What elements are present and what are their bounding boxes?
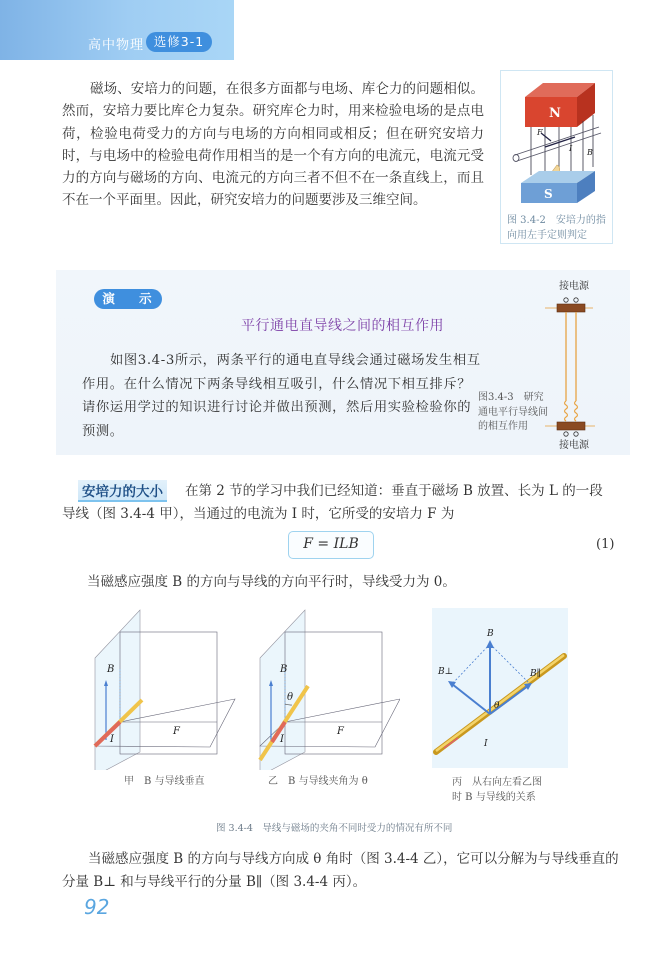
svg-text:接电源: 接电源: [559, 440, 589, 451]
svg-text:B⊥: B⊥: [438, 667, 454, 677]
figure-3-4-2: [500, 70, 613, 244]
svg-text:θ: θ: [287, 692, 294, 703]
svg-text:I: I: [280, 734, 284, 745]
panel-c-caption-line-1: 丙 从右向左看乙图: [452, 777, 542, 788]
svg-text:S: S: [544, 187, 553, 201]
figure-3-4-4-panel-c: [432, 608, 568, 768]
svg-text:B: B: [280, 664, 288, 675]
svg-text:I: I: [110, 734, 114, 745]
figure-3-4-2-caption: 图 3.4-2 安培力的指向用左手定则判定: [507, 215, 606, 241]
magnitude-line-2: 导线（图 3.4-4 甲），当通过的电流为 I 时，它所受的安培力 F 为: [62, 506, 455, 522]
demo-badge: 演 示: [94, 289, 162, 309]
figure-3-4-4-panel-a: [80, 600, 240, 770]
panel-c-caption-line-2: 时 B 与导线的关系: [452, 792, 536, 803]
left-hand-rule-illustration: [511, 75, 603, 205]
figure-3-4-4-panel-b: [240, 600, 400, 770]
svg-text:F: F: [173, 726, 180, 737]
magnitude-line-1: 在第 2 节的学习中我们已经知道：垂直于磁场 B 放置、长为 L 的一段: [185, 483, 603, 499]
parallel-note: 当磁感应强度 B 的方向与导线的方向平行时，导线受力为 0。: [87, 574, 456, 590]
svg-text:B: B: [587, 148, 593, 157]
demo-body: 如图3.4-3所示，两条平行的通电直导线会通过磁场发生相互作用。在什么情况下两条导线相互吸引，什么情况下相互排斥？请你运用学过的知识进行讨论并做出预测，然后用实验检验你的预测。: [82, 353, 481, 439]
svg-text:θ: θ: [494, 701, 500, 711]
svg-text:F: F: [537, 128, 543, 137]
equation-number: (1): [596, 537, 615, 552]
figure-3-4-4-panel-c-caption: [452, 775, 582, 805]
demo-title: 平行通电直导线之间的相互作用: [241, 318, 444, 334]
formula-ampere-force: F = ILB: [288, 531, 374, 559]
decomposition-paragraph: 当磁感应强度 B 的方向与导线方向成 θ 角时（图 3.4-4 乙），它可以分解为与导线垂直的分量 B⊥ 和与导线平行的分量 B∥（图 3.4-4 丙）。: [62, 851, 619, 890]
svg-text:B: B: [487, 629, 494, 639]
svg-text:I: I: [484, 739, 488, 749]
figure-3-4-4-caption: 图 3.4-4 导线与磁场的夹角不同时受力的情况有所不同: [216, 823, 453, 834]
page-number: 92: [84, 895, 110, 919]
svg-text:接电源: 接电源: [559, 281, 589, 292]
svg-text:B: B: [107, 664, 115, 675]
header-subject: 高中物理: [88, 38, 145, 53]
figure-3-4-4-panel-b-caption: 乙 B 与导线夹角为 θ: [268, 776, 368, 787]
svg-text:N: N: [549, 106, 561, 121]
svg-text:I: I: [569, 144, 573, 153]
intro-paragraph: 磁场、安培力的问题，在很多方面都与电场、库仑力的问题相似。然而，安培力要比库仑力复杂。研究库仑力时，用来检验电场的是点电荷，检验电荷受力的方向与电场的方向相同或相反；但在研究安培力时，与电场中的检验电荷作用相当的是一个有方向的电流元，电流元受力的方向与磁场的方向、电流元的方向三者不但不在一条直线上，而且不在一个平面里。因此，研究安培力的问题要涉及三维空间。: [62, 81, 484, 209]
section-label-magnitude: 安培力的大小: [78, 480, 167, 502]
figure-3-4-4-panel-a-caption: 甲 B 与导线垂直: [124, 776, 205, 787]
parallel-wires-apparatus: [545, 276, 625, 456]
svg-text:B∥: B∥: [530, 669, 541, 679]
figure-3-4-3-caption: 图3.4-3 研究通电平行导线间的相互作用: [478, 392, 548, 432]
header-volume-badge: 选修3-1: [146, 32, 212, 52]
svg-text:F: F: [337, 726, 344, 737]
